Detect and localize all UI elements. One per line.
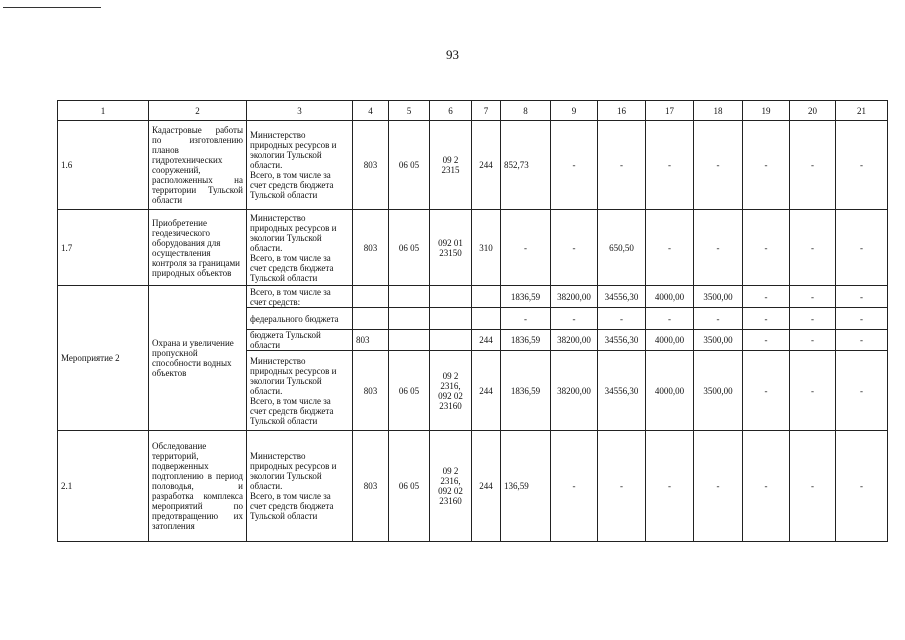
cell-c8: 1836,59 xyxy=(501,351,551,431)
cell-c16: - xyxy=(598,121,646,210)
cell-c4: 803 xyxy=(353,210,389,286)
cell-c18: 3500,00 xyxy=(694,330,743,351)
cell-c16: 34556,30 xyxy=(598,351,646,431)
cell-c6: 09 2 2315 xyxy=(441,155,460,175)
cell-c19: - xyxy=(743,351,790,431)
header-cell: 1 xyxy=(58,101,149,121)
row-name: Приобретение геодезического оборудования для осуществления контроля за границами природных объектов xyxy=(149,210,247,286)
cell-c21: - xyxy=(836,351,888,431)
funding-regional-label: бюджета Тульской области xyxy=(247,330,353,351)
table-row-2-1 xyxy=(58,431,888,542)
header-cell: 17 xyxy=(646,101,694,121)
cell-c7: 244 xyxy=(472,121,501,210)
cell-c5: 06 05 xyxy=(389,431,430,542)
row-executor: Министерство природных ресурсов и экологии Тульской области. Всего, в том числе за счет средств бюджета Тульской области xyxy=(250,130,337,200)
cell-c17: 4000,00 xyxy=(646,351,694,431)
header-cell: 9 xyxy=(551,101,598,121)
budget-table xyxy=(57,100,888,542)
cell-c8: - xyxy=(501,308,551,330)
cell-c17: - xyxy=(646,308,694,330)
row-id: 2.1 xyxy=(58,431,149,542)
table-row-m2-total xyxy=(58,286,888,308)
header-cell: 4 xyxy=(353,101,389,121)
cell-c7: 244 xyxy=(472,431,501,542)
row-name: Обследование территорий, подверженных подтоплению в период половодья, и разработка комплекса мероприятий по предотвращению их затопления xyxy=(149,431,247,542)
cell-c21: - xyxy=(836,210,888,286)
cell-c4: 803 xyxy=(353,431,389,542)
header-cell: 18 xyxy=(694,101,743,121)
cell-c8: - xyxy=(501,210,551,286)
cell-c7: 244 xyxy=(472,351,501,431)
row-name: Охрана и увеличение пропускной способности водных объектов xyxy=(149,286,247,431)
cell-c7: 244 xyxy=(472,330,501,351)
cell-c8: 1836,59 xyxy=(501,330,551,351)
cell-c17: - xyxy=(646,431,694,542)
cell-c20: - xyxy=(790,210,836,286)
cell-c17: 4000,00 xyxy=(646,330,694,351)
cell-c9: - xyxy=(551,210,598,286)
row-name: Кадастровые работы по изготовлению планов гидротехнических сооружений, расположенных на территории Тульской области xyxy=(149,121,247,210)
header-cell: 2 xyxy=(149,101,247,121)
cell-c6: 09 2 2316, 092 02 23160 xyxy=(438,466,463,506)
cell-c5: 06 05 xyxy=(389,210,430,286)
cell-c4: 803 xyxy=(353,351,389,431)
cell-c9: - xyxy=(551,431,598,542)
cell-c4: 803 xyxy=(353,121,389,210)
row-id: 1.7 xyxy=(58,210,149,286)
cell-c9: 38200,00 xyxy=(551,286,598,308)
cell-c19: - xyxy=(743,431,790,542)
cell-c9: 38200,00 xyxy=(551,351,598,431)
cell-c17: - xyxy=(646,210,694,286)
cell-c20: - xyxy=(790,121,836,210)
header-cell: 20 xyxy=(790,101,836,121)
page-number: 93 xyxy=(446,47,459,62)
header-cell: 19 xyxy=(743,101,790,121)
cell-c19: - xyxy=(743,210,790,286)
cell-c9: - xyxy=(551,308,598,330)
cell-c16: - xyxy=(598,308,646,330)
row-id: 1.6 xyxy=(58,121,149,210)
cell-c9: - xyxy=(551,121,598,210)
header-cell: 8 xyxy=(501,101,551,121)
cell-c16: 34556,30 xyxy=(598,286,646,308)
header-cell: 6 xyxy=(430,101,472,121)
header-cell: 16 xyxy=(598,101,646,121)
cell-c20: - xyxy=(790,330,836,351)
cell-c21: - xyxy=(836,121,888,210)
row-id: Мероприятие 2 xyxy=(58,286,149,431)
row-executor: Министерство природных ресурсов и экологии Тульской области. Всего, в том числе за счет средств бюджета Тульской области xyxy=(250,355,337,426)
top-rule xyxy=(3,7,101,8)
cell-c21: - xyxy=(836,431,888,542)
cell-c20: - xyxy=(790,308,836,330)
cell-c21: - xyxy=(836,330,888,351)
cell-c8: 852,73 xyxy=(501,121,551,210)
cell-c18: 3500,00 xyxy=(694,286,743,308)
cell-c20: - xyxy=(790,431,836,542)
header-cell: 5 xyxy=(389,101,430,121)
row-executor: Министерство природных ресурсов и экологии Тульской области. Всего, в том числе за счет средств бюджета Тульской области xyxy=(250,451,337,521)
cell-c7: 310 xyxy=(472,210,501,286)
cell-c17: 4000,00 xyxy=(646,286,694,308)
cell-c16: - xyxy=(598,431,646,542)
cell-c4: 803 xyxy=(353,330,389,351)
cell-c18: - xyxy=(694,210,743,286)
cell-c5: 06 05 xyxy=(389,351,430,431)
cell-c19: - xyxy=(743,121,790,210)
funding-federal-label: федерального бюджета xyxy=(247,308,353,330)
cell-c19: - xyxy=(743,286,790,308)
table-row-1-7 xyxy=(58,210,888,286)
cell-c9: 38200,00 xyxy=(551,330,598,351)
funding-total-label: Всего, в том числе за счет средств: xyxy=(247,286,353,308)
cell-c5: 06 05 xyxy=(389,121,430,210)
cell-c19: - xyxy=(743,308,790,330)
cell-c6: 092 01 23150 xyxy=(438,237,463,258)
header-cell: 21 xyxy=(836,101,888,121)
table-header-row xyxy=(58,101,888,121)
cell-c20: - xyxy=(790,286,836,308)
cell-c17: - xyxy=(646,121,694,210)
cell-c20: - xyxy=(790,351,836,431)
cell-c18: - xyxy=(694,121,743,210)
cell-c18: - xyxy=(694,308,743,330)
cell-c8: 1836,59 xyxy=(501,286,551,308)
cell-c16: 34556,30 xyxy=(598,330,646,351)
table-row-1-6 xyxy=(58,121,888,210)
cell-c21: - xyxy=(836,308,888,330)
cell-c6: 09 2 2316, 092 02 23160 xyxy=(438,370,463,411)
cell-c18: 3500,00 xyxy=(694,351,743,431)
cell-c21: - xyxy=(836,286,888,308)
cell-c19: - xyxy=(743,330,790,351)
header-cell: 3 xyxy=(247,101,353,121)
cell-c8: 136,59 xyxy=(501,431,551,542)
row-executor: Министерство природных ресурсов и экологии Тульской области. Всего, в том числе за счет средств бюджета Тульской области xyxy=(250,212,337,283)
cell-c18: - xyxy=(694,431,743,542)
cell-c16: 650,50 xyxy=(598,210,646,286)
header-cell: 7 xyxy=(472,101,501,121)
